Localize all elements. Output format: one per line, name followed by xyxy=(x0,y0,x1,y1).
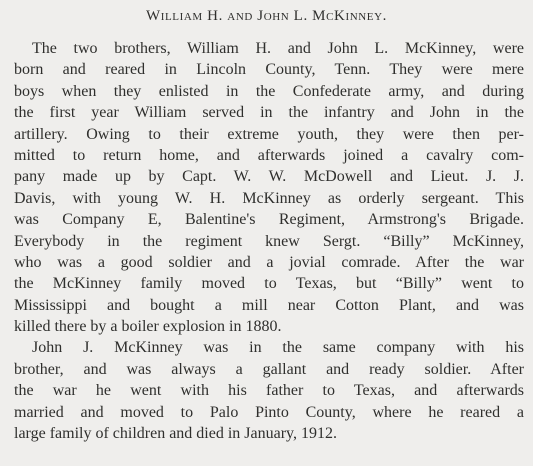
text-line: artillery. Owing to their extreme youth, they were then per- xyxy=(14,125,524,143)
text-line: brother, and was always a gallant and ready soldier. After xyxy=(14,360,524,378)
text-line: the McKinney family moved to Texas, but “Billy” went to xyxy=(14,275,524,293)
text-line: John J. McKinney was in the same company with his xyxy=(32,339,524,357)
text-line: was Company E, Balentine's Regiment, Armstrong's Brigade. xyxy=(14,211,524,229)
text-line: born and reared in Lincoln County, Tenn. They were mere xyxy=(14,61,524,79)
text-line: large family of children and died in January, 1912. xyxy=(14,425,338,443)
text-line: Everybody in the regiment knew Sergt. “Billy” McKinney, xyxy=(14,232,524,250)
text-line: Davis, with young W. H. McKinney as orderly sergeant. This xyxy=(14,189,524,207)
text-line: married and moved to Palo Pinto County, where he reared a xyxy=(14,403,524,421)
body-text xyxy=(14,38,524,444)
text-line: the war he went with his father to Texas, and afterwards xyxy=(14,382,524,400)
page-title: William H. and John L. McKinney. xyxy=(145,8,388,24)
text-line: The two brothers, William H. and John L. McKinney, were xyxy=(32,40,524,57)
text-line: who was a good soldier and a jovial comrade. After the war xyxy=(14,253,524,271)
text-line: boys when they enlisted in the Confederate army, and during xyxy=(14,82,524,100)
text-line: killed there by a boiler explosion in 1880. xyxy=(14,318,282,336)
text-line: mitted to return home, and afterwards joined a cavalry com- xyxy=(14,146,524,164)
text-line: the first year William served in the infantry and John in the xyxy=(14,104,524,122)
text-line: pany made up by Capt. W. W. McDowell and Lieut. J. J. xyxy=(14,168,524,186)
text-line: Mississippi and bought a mill near Cotton Plant, and was xyxy=(14,296,524,314)
